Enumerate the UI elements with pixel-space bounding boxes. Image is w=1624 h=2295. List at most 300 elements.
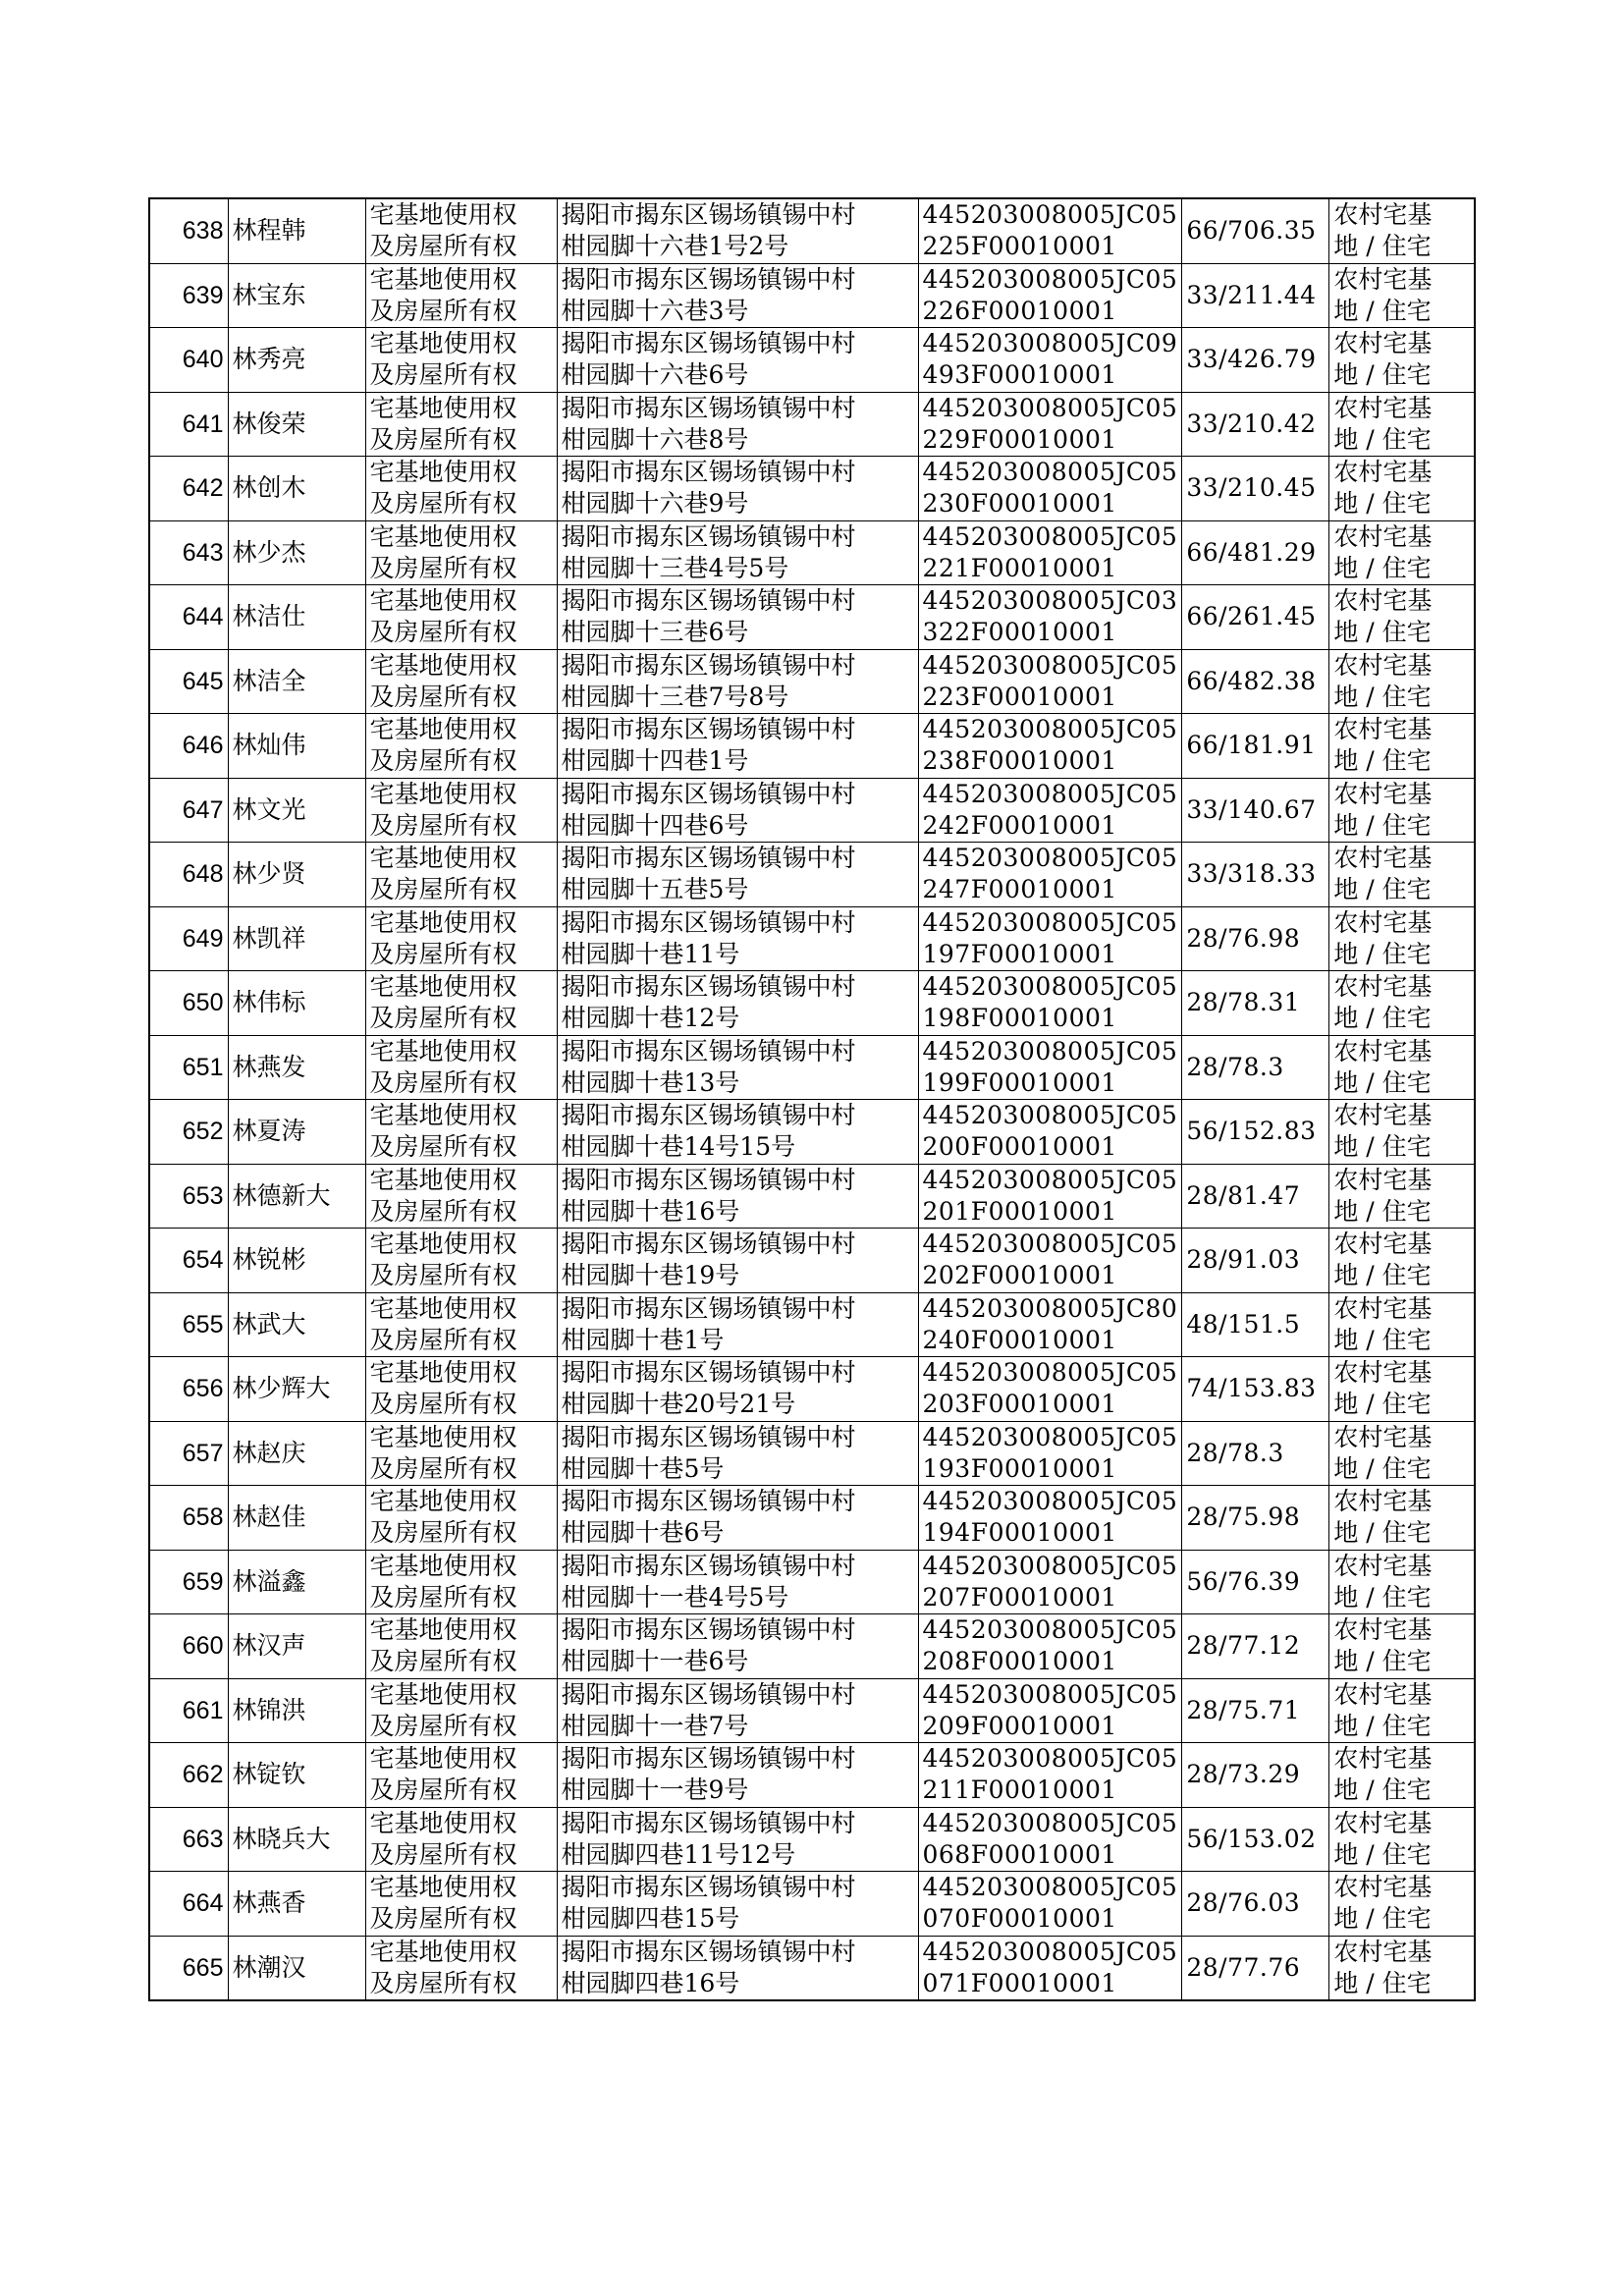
owner-name: 林宝东 <box>228 263 365 328</box>
unit-code-line-1: 445203008005JC05 <box>922 200 1178 230</box>
unit-code-line-2: 200F00010001 <box>922 1132 1117 1162</box>
unit-code-line-1: 445203008005JC05 <box>922 1679 1178 1709</box>
unit-code-line-2: 068F00010001 <box>922 1839 1117 1869</box>
unit-code-line-1: 445203008005JC09 <box>922 329 1178 358</box>
unit-code-line-1: 445203008005JC05 <box>922 1165 1178 1194</box>
table-row <box>149 971 1475 1036</box>
property-address <box>557 520 918 585</box>
usage-type-line-1: 农村宅基 <box>1333 779 1433 808</box>
usage-type-line-2: 地 / 住宅 <box>1333 1325 1432 1354</box>
property-address-line-1: 揭阳市揭东区锡场镇锡中村 <box>561 458 856 487</box>
property-address-line-1: 揭阳市揭东区锡场镇锡中村 <box>561 844 856 873</box>
unit-code-line-1: 445203008005JC05 <box>922 1808 1178 1837</box>
table-row <box>149 457 1475 521</box>
usage-type-line-2: 地 / 住宅 <box>1333 489 1432 519</box>
property-address-line-2: 柑园脚十巷6号 <box>561 1518 725 1548</box>
unit-code-line-2: 221F00010001 <box>922 553 1117 582</box>
usage-type <box>1329 1164 1475 1229</box>
unit-code-line-2: 247F00010001 <box>922 875 1117 904</box>
property-address-line-2: 柑园脚十六巷1号2号 <box>561 232 789 261</box>
usage-type-line-2: 地 / 住宅 <box>1333 1261 1432 1290</box>
property-address-line-2: 柑园脚十巷12号 <box>561 1004 740 1033</box>
right-type-line-2: 及房屋所有权 <box>369 1004 517 1033</box>
right-type-line-2: 及房屋所有权 <box>369 1582 517 1612</box>
row-number: 641 <box>149 392 228 457</box>
usage-type-line-1: 农村宅基 <box>1333 1487 1433 1516</box>
right-type-line-1: 宅基地使用权 <box>369 200 517 230</box>
usage-type-line-1: 农村宅基 <box>1333 1679 1433 1709</box>
usage-type-line-1: 农村宅基 <box>1333 1551 1433 1580</box>
property-address <box>557 1421 918 1486</box>
unit-code-line-2: 322F00010001 <box>922 618 1117 647</box>
unit-code-line-2: 070F00010001 <box>922 1904 1117 1934</box>
area-value: 74/153.83 <box>1182 1357 1329 1422</box>
right-type-line-1: 宅基地使用权 <box>369 1165 517 1194</box>
unit-code <box>918 1872 1182 1937</box>
property-address <box>557 1035 918 1100</box>
right-type-line-1: 宅基地使用权 <box>369 779 517 808</box>
area-value: 28/91.03 <box>1182 1229 1329 1293</box>
right-type <box>365 1164 557 1229</box>
usage-type <box>1329 1807 1475 1872</box>
row-number: 655 <box>149 1292 228 1357</box>
property-address <box>557 906 918 971</box>
property-address-line-1: 揭阳市揭东区锡场镇锡中村 <box>561 1101 856 1130</box>
owner-name: 林洁全 <box>228 649 365 714</box>
owner-name: 林伟标 <box>228 971 365 1036</box>
property-address-line-1: 揭阳市揭东区锡场镇锡中村 <box>561 329 856 358</box>
right-type <box>365 1614 557 1679</box>
table-row <box>149 1357 1475 1422</box>
property-address-line-2: 柑园脚十六巷9号 <box>561 489 749 519</box>
unit-code-line-2: 226F00010001 <box>922 296 1117 325</box>
unit-code-line-2: 225F00010001 <box>922 232 1117 261</box>
property-address-line-1: 揭阳市揭东区锡场镇锡中村 <box>561 1873 856 1902</box>
right-type <box>365 1486 557 1551</box>
usage-type-line-1: 农村宅基 <box>1333 393 1433 422</box>
property-address-line-2: 柑园脚十巷11号 <box>561 939 740 968</box>
table-row <box>149 198 1475 263</box>
property-address <box>557 1229 918 1293</box>
usage-type <box>1329 1486 1475 1551</box>
property-address-line-2: 柑园脚十一巷9号 <box>561 1776 749 1805</box>
unit-code-line-2: 197F00010001 <box>922 939 1117 968</box>
right-type <box>365 1550 557 1614</box>
area-value: 56/76.39 <box>1182 1550 1329 1614</box>
usage-type <box>1329 843 1475 907</box>
property-address <box>557 1872 918 1937</box>
usage-type <box>1329 1614 1475 1679</box>
table-row <box>149 1807 1475 1872</box>
unit-code-line-2: 238F00010001 <box>922 746 1117 776</box>
row-number: 662 <box>149 1743 228 1808</box>
property-address <box>557 1100 918 1165</box>
unit-code <box>918 1936 1182 2000</box>
area-value: 56/153.02 <box>1182 1807 1329 1872</box>
usage-type-line-1: 农村宅基 <box>1333 1101 1433 1130</box>
usage-type-line-2: 地 / 住宅 <box>1333 1711 1432 1740</box>
unit-code <box>918 328 1182 393</box>
usage-type <box>1329 1357 1475 1422</box>
usage-type <box>1329 649 1475 714</box>
table-row <box>149 1743 1475 1808</box>
usage-type-line-1: 农村宅基 <box>1333 715 1433 744</box>
right-type-line-2: 及房屋所有权 <box>369 1839 517 1869</box>
right-type-line-2: 及房屋所有权 <box>369 810 517 840</box>
unit-code-line-2: 202F00010001 <box>922 1261 1117 1290</box>
area-value: 33/210.42 <box>1182 392 1329 457</box>
table-row <box>149 1550 1475 1614</box>
right-type-line-2: 及房屋所有权 <box>369 1776 517 1805</box>
property-address-line-1: 揭阳市揭东区锡场镇锡中村 <box>561 264 856 294</box>
table-row <box>149 906 1475 971</box>
unit-code-line-2: 211F00010001 <box>922 1776 1117 1805</box>
area-value: 56/152.83 <box>1182 1100 1329 1165</box>
usage-type-line-2: 地 / 住宅 <box>1333 1776 1432 1805</box>
right-type-line-2: 及房屋所有权 <box>369 1711 517 1740</box>
unit-code <box>918 1614 1182 1679</box>
property-address-line-2: 柑园脚十六巷6号 <box>561 360 749 390</box>
right-type-line-2: 及房屋所有权 <box>369 1261 517 1290</box>
unit-code <box>918 906 1182 971</box>
usage-type <box>1329 971 1475 1036</box>
property-address <box>557 1743 918 1808</box>
unit-code-line-1: 445203008005JC05 <box>922 1036 1178 1066</box>
unit-code-line-2: 194F00010001 <box>922 1518 1117 1548</box>
unit-code-line-1: 445203008005JC05 <box>922 1422 1178 1451</box>
right-type <box>365 714 557 779</box>
register-table <box>148 197 1476 2001</box>
area-value: 33/211.44 <box>1182 263 1329 328</box>
row-number: 644 <box>149 585 228 650</box>
row-number: 640 <box>149 328 228 393</box>
usage-type-line-2: 地 / 住宅 <box>1333 1582 1432 1612</box>
right-type <box>365 1807 557 1872</box>
right-type <box>365 1292 557 1357</box>
right-type-line-1: 宅基地使用权 <box>369 1937 517 1966</box>
property-address-line-2: 柑园脚十巷13号 <box>561 1067 740 1097</box>
usage-type-line-1: 农村宅基 <box>1333 972 1433 1002</box>
usage-type <box>1329 906 1475 971</box>
property-address-line-1: 揭阳市揭东区锡场镇锡中村 <box>561 715 856 744</box>
usage-type <box>1329 1421 1475 1486</box>
property-address-line-1: 揭阳市揭东区锡场镇锡中村 <box>561 200 856 230</box>
usage-type-line-1: 农村宅基 <box>1333 200 1433 230</box>
property-address-line-2: 柑园脚四巷16号 <box>561 1968 740 1997</box>
unit-code-line-1: 445203008005JC05 <box>922 972 1178 1002</box>
property-address-line-2: 柑园脚十三巷6号 <box>561 618 749 647</box>
usage-type-line-1: 农村宅基 <box>1333 1873 1433 1902</box>
table-row <box>149 392 1475 457</box>
property-address <box>557 1164 918 1229</box>
usage-type-line-2: 地 / 住宅 <box>1333 1196 1432 1226</box>
owner-name: 林洁仕 <box>228 585 365 650</box>
usage-type <box>1329 198 1475 263</box>
property-address-line-1: 揭阳市揭东区锡场镇锡中村 <box>561 1036 856 1066</box>
unit-code-line-1: 445203008005JC05 <box>922 1551 1178 1580</box>
right-type-line-1: 宅基地使用权 <box>369 393 517 422</box>
owner-name: 林赵佳 <box>228 1486 365 1551</box>
usage-type <box>1329 714 1475 779</box>
usage-type-line-2: 地 / 住宅 <box>1333 553 1432 582</box>
unit-code <box>918 263 1182 328</box>
right-type-line-1: 宅基地使用权 <box>369 1358 517 1388</box>
right-type-line-1: 宅基地使用权 <box>369 715 517 744</box>
owner-name: 林潮汉 <box>228 1936 365 2000</box>
row-number: 661 <box>149 1678 228 1743</box>
usage-type <box>1329 520 1475 585</box>
area-value: 28/76.98 <box>1182 906 1329 971</box>
unit-code-line-2: 230F00010001 <box>922 489 1117 519</box>
unit-code-line-1: 445203008005JC03 <box>922 586 1178 616</box>
usage-type-line-1: 农村宅基 <box>1333 458 1433 487</box>
area-value: 66/261.45 <box>1182 585 1329 650</box>
unit-code-line-1: 445203008005JC05 <box>922 1229 1178 1259</box>
unit-code <box>918 1100 1182 1165</box>
row-number: 651 <box>149 1035 228 1100</box>
property-address-line-1: 揭阳市揭东区锡场镇锡中村 <box>561 586 856 616</box>
unit-code <box>918 392 1182 457</box>
property-address-line-1: 揭阳市揭东区锡场镇锡中村 <box>561 521 856 551</box>
right-type <box>365 392 557 457</box>
unit-code <box>918 1164 1182 1229</box>
property-address-line-1: 揭阳市揭东区锡场镇锡中村 <box>561 1679 856 1709</box>
row-number: 643 <box>149 520 228 585</box>
unit-code-line-2: 223F00010001 <box>922 682 1117 711</box>
right-type-line-2: 及房屋所有权 <box>369 1325 517 1354</box>
unit-code-line-2: 203F00010001 <box>922 1390 1117 1419</box>
table-row <box>149 263 1475 328</box>
usage-type-line-2: 地 / 住宅 <box>1333 1839 1432 1869</box>
unit-code-line-1: 445203008005JC05 <box>922 844 1178 873</box>
area-value: 33/140.67 <box>1182 778 1329 843</box>
right-type-line-2: 及房屋所有权 <box>369 1647 517 1676</box>
right-type-line-1: 宅基地使用权 <box>369 1229 517 1259</box>
property-address-line-2: 柑园脚十巷5号 <box>561 1453 725 1483</box>
usage-type-line-1: 农村宅基 <box>1333 1422 1433 1451</box>
property-address <box>557 392 918 457</box>
right-type-line-1: 宅基地使用权 <box>369 1293 517 1323</box>
property-address-line-1: 揭阳市揭东区锡场镇锡中村 <box>561 1358 856 1388</box>
unit-code <box>918 1743 1182 1808</box>
usage-type-line-2: 地 / 住宅 <box>1333 1132 1432 1162</box>
right-type-line-1: 宅基地使用权 <box>369 1422 517 1451</box>
usage-type <box>1329 1229 1475 1293</box>
usage-type-line-1: 农村宅基 <box>1333 586 1433 616</box>
unit-code-line-1: 445203008005JC05 <box>922 264 1178 294</box>
right-type-line-1: 宅基地使用权 <box>369 1679 517 1709</box>
usage-type-line-2: 地 / 住宅 <box>1333 1067 1432 1097</box>
property-address-line-1: 揭阳市揭东区锡场镇锡中村 <box>561 1937 856 1966</box>
right-type-line-2: 及房屋所有权 <box>369 1453 517 1483</box>
owner-name: 林秀亮 <box>228 328 365 393</box>
property-address-line-2: 柑园脚十巷16号 <box>561 1196 740 1226</box>
property-address <box>557 1357 918 1422</box>
owner-name: 林锦洪 <box>228 1678 365 1743</box>
unit-code <box>918 1486 1182 1551</box>
property-address-line-1: 揭阳市揭东区锡场镇锡中村 <box>561 1229 856 1259</box>
right-type-line-2: 及房屋所有权 <box>369 746 517 776</box>
owner-name: 林俊荣 <box>228 392 365 457</box>
unit-code-line-1: 445203008005JC05 <box>922 1101 1178 1130</box>
usage-type-line-2: 地 / 住宅 <box>1333 939 1432 968</box>
right-type-line-2: 及房屋所有权 <box>369 682 517 711</box>
right-type-line-1: 宅基地使用权 <box>369 1036 517 1066</box>
right-type-line-2: 及房屋所有权 <box>369 360 517 390</box>
usage-type <box>1329 1872 1475 1937</box>
right-type <box>365 520 557 585</box>
unit-code <box>918 1229 1182 1293</box>
owner-name: 林燕香 <box>228 1872 365 1937</box>
unit-code <box>918 714 1182 779</box>
unit-code-line-1: 445203008005JC05 <box>922 1487 1178 1516</box>
unit-code-line-1: 445203008005JC05 <box>922 1873 1178 1902</box>
property-address-line-2: 柑园脚十四巷6号 <box>561 810 749 840</box>
right-type <box>365 1678 557 1743</box>
row-number: 653 <box>149 1164 228 1229</box>
property-address-line-2: 柑园脚十巷14号15号 <box>561 1132 796 1162</box>
table-row <box>149 1164 1475 1229</box>
right-type <box>365 906 557 971</box>
owner-name: 林溢鑫 <box>228 1550 365 1614</box>
usage-type-line-1: 农村宅基 <box>1333 844 1433 873</box>
area-value: 28/76.03 <box>1182 1872 1329 1937</box>
unit-code <box>918 520 1182 585</box>
owner-name: 林夏涛 <box>228 1100 365 1165</box>
property-address-line-2: 柑园脚十巷19号 <box>561 1261 740 1290</box>
row-number: 659 <box>149 1550 228 1614</box>
unit-code <box>918 1357 1182 1422</box>
usage-type-line-1: 农村宅基 <box>1333 1615 1433 1645</box>
right-type-line-2: 及房屋所有权 <box>369 1067 517 1097</box>
property-address <box>557 263 918 328</box>
right-type-line-1: 宅基地使用权 <box>369 650 517 680</box>
unit-code <box>918 1807 1182 1872</box>
usage-type-line-2: 地 / 住宅 <box>1333 682 1432 711</box>
property-address <box>557 1936 918 2000</box>
property-address <box>557 714 918 779</box>
row-number: 639 <box>149 263 228 328</box>
usage-type-line-1: 农村宅基 <box>1333 264 1433 294</box>
unit-code <box>918 1421 1182 1486</box>
unit-code-line-2: 198F00010001 <box>922 1004 1117 1033</box>
property-address <box>557 1486 918 1551</box>
usage-type <box>1329 1936 1475 2000</box>
area-value: 28/75.71 <box>1182 1678 1329 1743</box>
unit-code-line-2: 229F00010001 <box>922 424 1117 454</box>
table-row <box>149 778 1475 843</box>
right-type-line-1: 宅基地使用权 <box>369 1744 517 1774</box>
area-value: 28/78.31 <box>1182 971 1329 1036</box>
property-address <box>557 328 918 393</box>
usage-type-line-1: 农村宅基 <box>1333 1293 1433 1323</box>
property-address <box>557 1614 918 1679</box>
right-type-line-2: 及房屋所有权 <box>369 489 517 519</box>
owner-name: 林灿伟 <box>228 714 365 779</box>
property-address <box>557 843 918 907</box>
usage-type-line-1: 农村宅基 <box>1333 521 1433 551</box>
right-type <box>365 263 557 328</box>
property-address-line-2: 柑园脚十六巷3号 <box>561 296 749 325</box>
usage-type <box>1329 457 1475 521</box>
usage-type <box>1329 1743 1475 1808</box>
right-type <box>365 1936 557 2000</box>
property-address <box>557 1678 918 1743</box>
area-value: 28/78.3 <box>1182 1421 1329 1486</box>
unit-code <box>918 1678 1182 1743</box>
property-address-line-2: 柑园脚十三巷7号8号 <box>561 682 789 711</box>
right-type-line-2: 及房屋所有权 <box>369 1132 517 1162</box>
usage-type-line-2: 地 / 住宅 <box>1333 1904 1432 1934</box>
right-type-line-1: 宅基地使用权 <box>369 907 517 937</box>
table-row <box>149 714 1475 779</box>
property-address-line-2: 柑园脚四巷15号 <box>561 1904 740 1934</box>
owner-name: 林少杰 <box>228 520 365 585</box>
area-value: 66/181.91 <box>1182 714 1329 779</box>
unit-code-line-2: 207F00010001 <box>922 1582 1117 1612</box>
table-row <box>149 1678 1475 1743</box>
usage-type-line-1: 农村宅基 <box>1333 1229 1433 1259</box>
usage-type-line-2: 地 / 住宅 <box>1333 296 1432 325</box>
area-value: 66/706.35 <box>1182 198 1329 263</box>
usage-type-line-1: 农村宅基 <box>1333 1808 1433 1837</box>
right-type-line-1: 宅基地使用权 <box>369 458 517 487</box>
area-value: 28/81.47 <box>1182 1164 1329 1229</box>
usage-type-line-2: 地 / 住宅 <box>1333 875 1432 904</box>
row-number: 664 <box>149 1872 228 1937</box>
row-number: 646 <box>149 714 228 779</box>
property-address <box>557 198 918 263</box>
usage-type-line-1: 农村宅基 <box>1333 1937 1433 1966</box>
owner-name: 林凯祥 <box>228 906 365 971</box>
usage-type <box>1329 1678 1475 1743</box>
usage-type-line-2: 地 / 住宅 <box>1333 1453 1432 1483</box>
right-type-line-1: 宅基地使用权 <box>369 1808 517 1837</box>
usage-type-line-1: 农村宅基 <box>1333 1036 1433 1066</box>
table-row <box>149 649 1475 714</box>
row-number: 650 <box>149 971 228 1036</box>
right-type <box>365 1035 557 1100</box>
unit-code-line-1: 445203008005JC05 <box>922 907 1178 937</box>
table-row <box>149 1486 1475 1551</box>
right-type <box>365 1421 557 1486</box>
table-row <box>149 520 1475 585</box>
unit-code-line-2: 493F00010001 <box>922 360 1117 390</box>
property-address <box>557 585 918 650</box>
right-type <box>365 649 557 714</box>
area-value: 66/482.38 <box>1182 649 1329 714</box>
table-row <box>149 1614 1475 1679</box>
right-type <box>365 457 557 521</box>
unit-code-line-1: 445203008005JC80 <box>922 1293 1178 1323</box>
right-type-line-1: 宅基地使用权 <box>369 1873 517 1902</box>
row-number: 647 <box>149 778 228 843</box>
table-row <box>149 1100 1475 1165</box>
owner-name: 林少辉大 <box>228 1357 365 1422</box>
area-value: 28/77.12 <box>1182 1614 1329 1679</box>
row-number: 654 <box>149 1229 228 1293</box>
usage-type-line-1: 农村宅基 <box>1333 1165 1433 1194</box>
property-address-line-1: 揭阳市揭东区锡场镇锡中村 <box>561 1744 856 1774</box>
property-address-line-1: 揭阳市揭东区锡场镇锡中村 <box>561 779 856 808</box>
property-address <box>557 971 918 1036</box>
unit-code-line-2: 201F00010001 <box>922 1196 1117 1226</box>
property-address-line-2: 柑园脚十一巷4号5号 <box>561 1582 789 1612</box>
unit-code-line-2: 240F00010001 <box>922 1325 1117 1354</box>
usage-type-line-2: 地 / 住宅 <box>1333 1390 1432 1419</box>
usage-type <box>1329 1100 1475 1165</box>
usage-type-line-1: 农村宅基 <box>1333 1744 1433 1774</box>
